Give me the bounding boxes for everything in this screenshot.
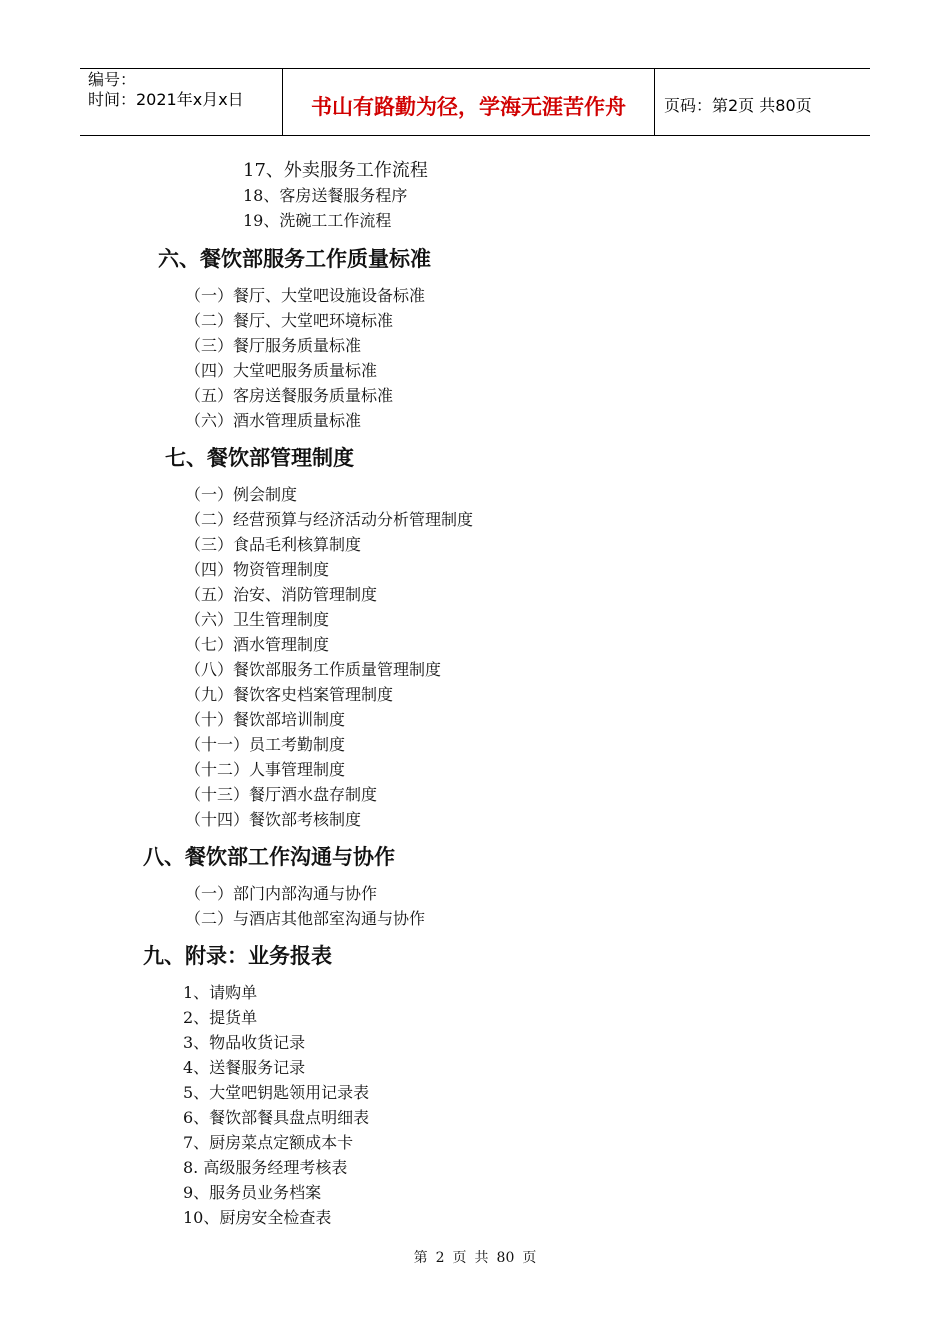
list-item: （一）例会制度	[185, 485, 298, 504]
list-item: 7、厨房菜点定额成本卡	[183, 1133, 354, 1152]
list-item: （一）餐厅、大堂吧设施设备标准	[185, 286, 426, 305]
list-item: （二）与酒店其他部室沟通与协作	[185, 909, 426, 928]
list-item: （十三）餐厅酒水盘存制度	[185, 785, 378, 804]
header-page-number: 页码：第2页 共80页	[664, 96, 812, 115]
list-item: （二）经营预算与经济活动分析管理制度	[185, 510, 474, 529]
list-item: （五）治安、消防管理制度	[185, 585, 378, 604]
list-item: （二）餐厅、大堂吧环境标准	[185, 311, 394, 330]
list-item: （七）酒水管理制度	[185, 635, 330, 654]
list-item: （三）餐厅服务质量标准	[185, 336, 362, 355]
list-item: 19、洗碗工工作流程	[243, 211, 392, 230]
header-top-rule	[80, 68, 870, 69]
header-bottom-rule	[80, 135, 870, 136]
footer-text: 第	[413, 1250, 428, 1266]
list-item: 8. 高级服务经理考核表	[183, 1158, 348, 1177]
footer-total-pages: 80	[496, 1250, 515, 1266]
header-meta	[88, 70, 244, 110]
list-item: （四）物资管理制度	[185, 560, 330, 579]
list-item: 3、物品收货记录	[183, 1033, 306, 1052]
list-item: 18、客房送餐服务程序	[243, 186, 408, 205]
list-item: （一）部门内部沟通与协作	[185, 884, 378, 903]
list-item: 1、请购单	[183, 983, 258, 1002]
section-heading: 九、附录：业务报表	[143, 944, 332, 968]
header-divider-right	[654, 68, 655, 136]
list-item: （十二）人事管理制度	[185, 760, 346, 779]
footer-page-number: 2	[435, 1250, 445, 1266]
list-item: （十）餐饮部培训制度	[185, 710, 346, 729]
list-item: （四）大堂吧服务质量标准	[185, 361, 378, 380]
list-item: 2、提货单	[183, 1008, 258, 1027]
footer-text: 共	[474, 1250, 489, 1266]
list-item: （三）食品毛利核算制度	[185, 535, 362, 554]
list-item: （十一）员工考勤制度	[185, 735, 346, 754]
list-item: （八）餐饮部服务工作质量管理制度	[185, 660, 442, 679]
list-item: （六）酒水管理质量标准	[185, 411, 362, 430]
list-item: 6、餐饮部餐具盘点明细表	[183, 1108, 370, 1127]
section-heading: 七、餐饮部管理制度	[165, 446, 354, 470]
list-item: （五）客房送餐服务质量标准	[185, 386, 394, 405]
list-item: （六）卫生管理制度	[185, 610, 330, 629]
section-heading: 八、餐饮部工作沟通与协作	[143, 845, 395, 869]
list-item: （九）餐饮客史档案管理制度	[185, 685, 394, 704]
list-item: 17、外卖服务工作流程	[243, 160, 428, 181]
list-item: 5、大堂吧钥匙领用记录表	[183, 1083, 370, 1102]
section-heading: 六、餐饮部服务工作质量标准	[158, 247, 431, 271]
list-item: 9、服务员业务档案	[183, 1183, 322, 1202]
list-item: （十四）餐饮部考核制度	[185, 810, 362, 829]
list-item: 10、厨房安全检查表	[183, 1208, 332, 1227]
number-label: 编号：	[88, 70, 137, 89]
list-item: 4、送餐服务记录	[183, 1058, 306, 1077]
time-label: 时间：2021年x月x日	[88, 90, 244, 109]
page-footer	[0, 1247, 950, 1267]
header-motto: 书山有路勤为径，学海无涯苦作舟	[311, 95, 626, 119]
footer-text: 页	[452, 1250, 467, 1266]
footer-text: 页	[522, 1250, 537, 1266]
